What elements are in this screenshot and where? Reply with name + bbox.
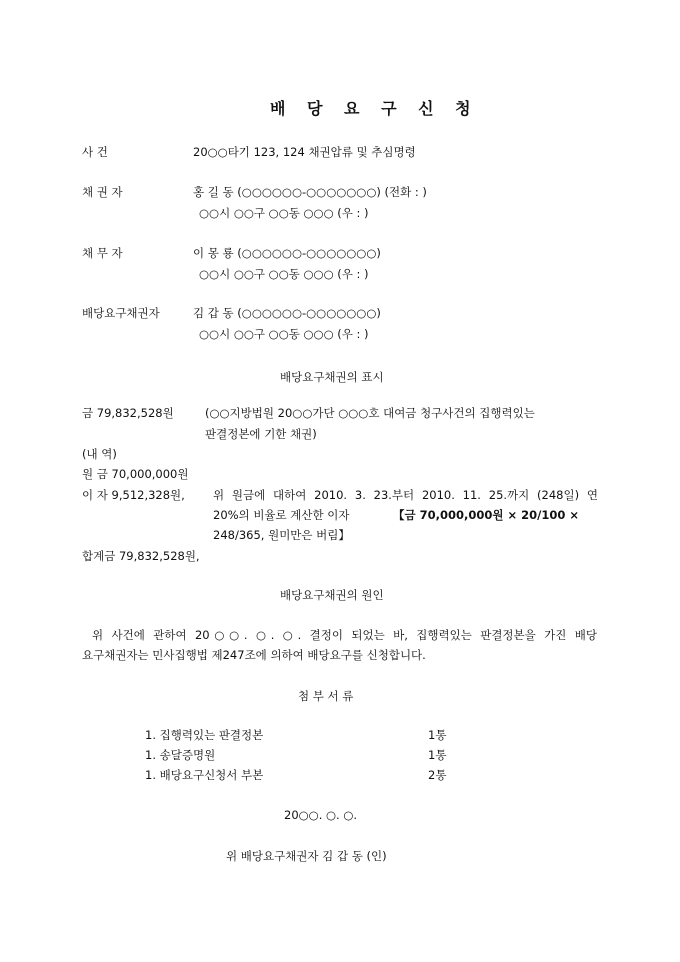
claim-cause-heading: 배당요구채권의 원인 bbox=[280, 588, 384, 602]
claim-amount-desc-2: 판결정본에 기한 채권) bbox=[205, 427, 317, 441]
claimant-name-line: 김 갑 동 (○○○○○○-○○○○○○○) bbox=[193, 306, 381, 320]
attachments-heading: 첨 부 서 류 bbox=[298, 689, 354, 703]
interest-amount: 이 자 9,512,328원, bbox=[82, 488, 185, 502]
interest-line-2b: 【금 70,000,000원 × 20/100 × bbox=[393, 508, 579, 522]
claimant-label: 배당요구채권자 bbox=[82, 306, 160, 320]
creditor-name-line: 홍 길 동 (○○○○○○-○○○○○○○) (전화 : ) bbox=[193, 185, 427, 199]
total-amount: 합계금 79,832,528원, bbox=[82, 549, 200, 563]
interest-line-1: 위 원금에 대하여 2010. 3. 23.부터 2010. 11. 25.까지 (248일) 연 bbox=[213, 488, 598, 502]
claim-amount: 금 79,832,528원 bbox=[82, 406, 174, 420]
breakdown-label: (내 역) bbox=[82, 447, 117, 461]
claim-display-heading: 배당요구채권의 표시 bbox=[280, 370, 384, 384]
creditor-address-line: ○○시 ○○구 ○○동 ○○○ (우 : ) bbox=[199, 206, 369, 220]
attachment-item-count: 1통 bbox=[428, 728, 447, 742]
debtor-name-line: 이 몽 룡 (○○○○○○-○○○○○○○) bbox=[193, 246, 381, 260]
attachment-item-name: 1. 송달증명원 bbox=[145, 748, 216, 762]
debtor-label: 채 무 자 bbox=[82, 246, 123, 260]
document-date: 20○○. ○. ○. bbox=[284, 808, 358, 822]
principal-amount: 원 금 70,000,000원 bbox=[82, 467, 189, 481]
attachment-item-name: 1. 집행력있는 판결정본 bbox=[145, 728, 264, 742]
debtor-address-line: ○○시 ○○구 ○○동 ○○○ (우 : ) bbox=[199, 267, 369, 281]
claim-cause-line-1: 위 사건에 관하여 20○○. ○. ○. 결정이 되었는 바, 집행력있는 판결정본을 가진 배당 bbox=[92, 628, 597, 642]
document-title: 배 당 요 구 신 청 bbox=[270, 99, 479, 118]
attachment-item-name: 1. 배당요구신청서 부본 bbox=[145, 768, 264, 782]
interest-line-3: 248/365, 원미만은 버림】 bbox=[213, 528, 350, 542]
attachment-item-count: 2통 bbox=[428, 768, 447, 782]
claimant-address-line: ○○시 ○○구 ○○동 ○○○ (우 : ) bbox=[199, 327, 369, 341]
claim-amount-desc-1: (○○지방법원 20○○가단 ○○○호 대여금 청구사건의 집행력있는 bbox=[205, 406, 535, 420]
signature-line: 위 배당요구채권자 김 갑 동 (인) bbox=[226, 849, 387, 863]
case-value: 20○○타기 123, 124 채권압류 및 추심명령 bbox=[193, 145, 416, 159]
claim-cause-line-2: 요구채권자는 민사집행법 제247조에 의하여 배당요구를 신청합니다. bbox=[82, 648, 426, 662]
attachment-item-count: 1통 bbox=[428, 748, 447, 762]
interest-line-2a: 20%의 비율로 계산한 이자 bbox=[213, 508, 350, 522]
case-label: 사 건 bbox=[82, 145, 108, 159]
creditor-label: 채 권 자 bbox=[82, 185, 123, 199]
